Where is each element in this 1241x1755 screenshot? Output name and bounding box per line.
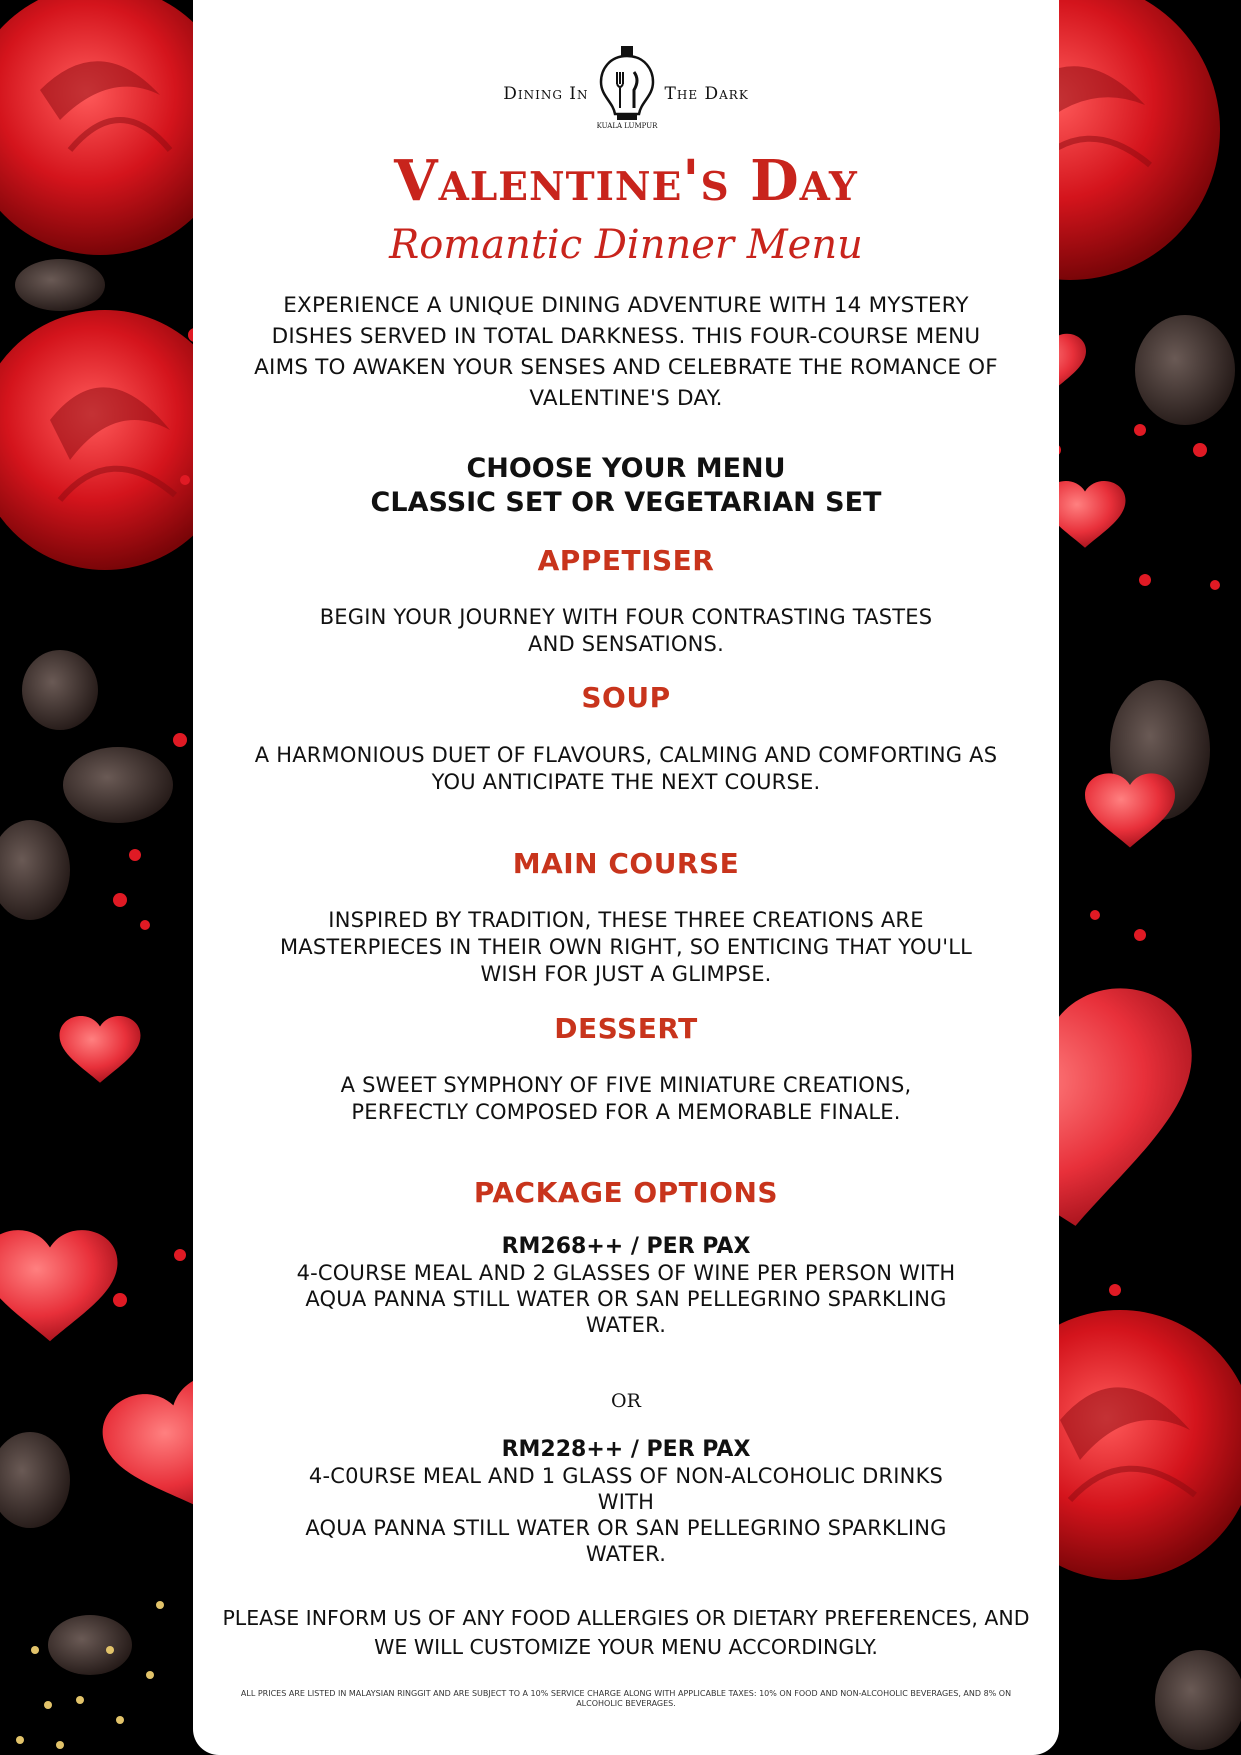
package-option-2 — [293, 1436, 959, 1567]
page-subtitle: Romantic Dinner Menu — [389, 222, 863, 268]
package-2-price: RM228++ / PER PAX — [501, 1437, 751, 1462]
section-heading-dessert: DESSERT — [554, 1012, 698, 1045]
heart-left-upper — [0, 1230, 118, 1341]
package-or-separator: OR — [611, 1390, 641, 1412]
package-1-line-1: 4-COURSE MEAL AND 2 GLASSES OF WINE PER PERSON WITH — [296, 1261, 956, 1285]
leaf-right-4 — [1155, 1650, 1241, 1750]
section-heading-packages: PACKAGE OPTIONS — [473, 1176, 779, 1209]
leaf-left-6 — [48, 1615, 132, 1675]
section-text-appetiser: BEGIN YOUR JOURNEY WITH FOUR CONTRASTING TASTES AND SENSATIONS. — [319, 605, 933, 656]
section-text-soup: A HARMONIOUS DUET OF FLAVOURS, CALMING AND COMFORTING AS YOU ANTICIPATE THE NEXT COURSE. — [254, 743, 998, 794]
leaf-left-5 — [0, 1432, 70, 1528]
package-option-1 — [293, 1233, 959, 1338]
section-heading-main-course: MAIN COURSE — [512, 847, 740, 880]
package-1-price: RM268++ / PER PAX — [501, 1234, 751, 1259]
section-text-dessert: A SWEET SYMPHONY OF FIVE MINIATURE CREATIONS, PERFECTLY COMPOSED FOR A MEMORABLE FINALE. — [340, 1073, 912, 1124]
section-heading-appetiser: APPETISER — [537, 544, 715, 577]
restaurant-logo — [193, 44, 1059, 144]
logo-sub-text: KUALA LUMPUR — [596, 122, 657, 130]
page-title: Valentine's Day — [394, 148, 858, 214]
intro-text: EXPERIENCE A UNIQUE DINING ADVENTURE WITH 14 MYSTERY DISHES SERVED IN TOTAL DARKNESS. THIS FOUR-COURSE MENU AIMS TO AWAKEN YOUR SENSES AND CELEBRATE THE ROMANCE OF VALENTINE'S DAY. — [254, 293, 998, 411]
choose-line-1: CHOOSE YOUR MENU — [466, 453, 786, 484]
heart-left-small — [60, 1016, 141, 1083]
allergy-note: PLEASE INFORM US OF ANY FOOD ALLERGIES OR DIETARY PREFERENCES, AND WE WILL CUSTOMIZE YOUR MENU ACCORDINGLY. — [222, 1606, 1030, 1659]
logo-right-word: The Dark — [664, 84, 749, 104]
leaf-left-1 — [15, 259, 105, 311]
leaf-left-2 — [22, 650, 98, 730]
leaf-left-4 — [0, 820, 70, 920]
fine-print: ALL PRICES ARE LISTED IN MALAYSIAN RINGGIT AND ARE SUBJECT TO A 10% SERVICE CHARGE ALONG WITH APPLICABLE TAXES: 10% ON FOOD AND NON-ALCOHOLIC BEVERAGES, AND 8% ON ALCOHOLIC BEVERAGES. — [240, 1689, 1012, 1708]
package-1-line-2: AQUA PANNA STILL WATER OR SAN PELLEGRINO SPARKLING WATER. — [305, 1287, 947, 1337]
package-2-line-2: AQUA PANNA STILL WATER OR SAN PELLEGRINO SPARKLING WATER. — [305, 1516, 947, 1566]
leaf-left-3 — [63, 747, 173, 823]
logo-left-word: Dining In — [503, 84, 589, 104]
menu-content — [193, 0, 1059, 1755]
section-heading-soup: SOUP — [581, 681, 671, 714]
leaf-right-2 — [1135, 315, 1235, 425]
section-text-main-course: INSPIRED BY TRADITION, THESE THREE CREATIONS ARE MASTERPIECES IN THEIR OWN RIGHT, SO ENTICING THAT YOU'LL WISH FOR JUST A GLIMPSE. — [279, 908, 973, 986]
choose-line-2: CLASSIC SET OR VEGETARIAN SET — [370, 487, 882, 518]
light-bulb-cutlery-icon — [595, 44, 659, 130]
choose-menu-heading — [253, 452, 999, 520]
package-2-line-1: 4-C0URSE MEAL AND 1 GLASS OF NON-ALCOHOLIC DRINKS WITH — [308, 1464, 944, 1514]
